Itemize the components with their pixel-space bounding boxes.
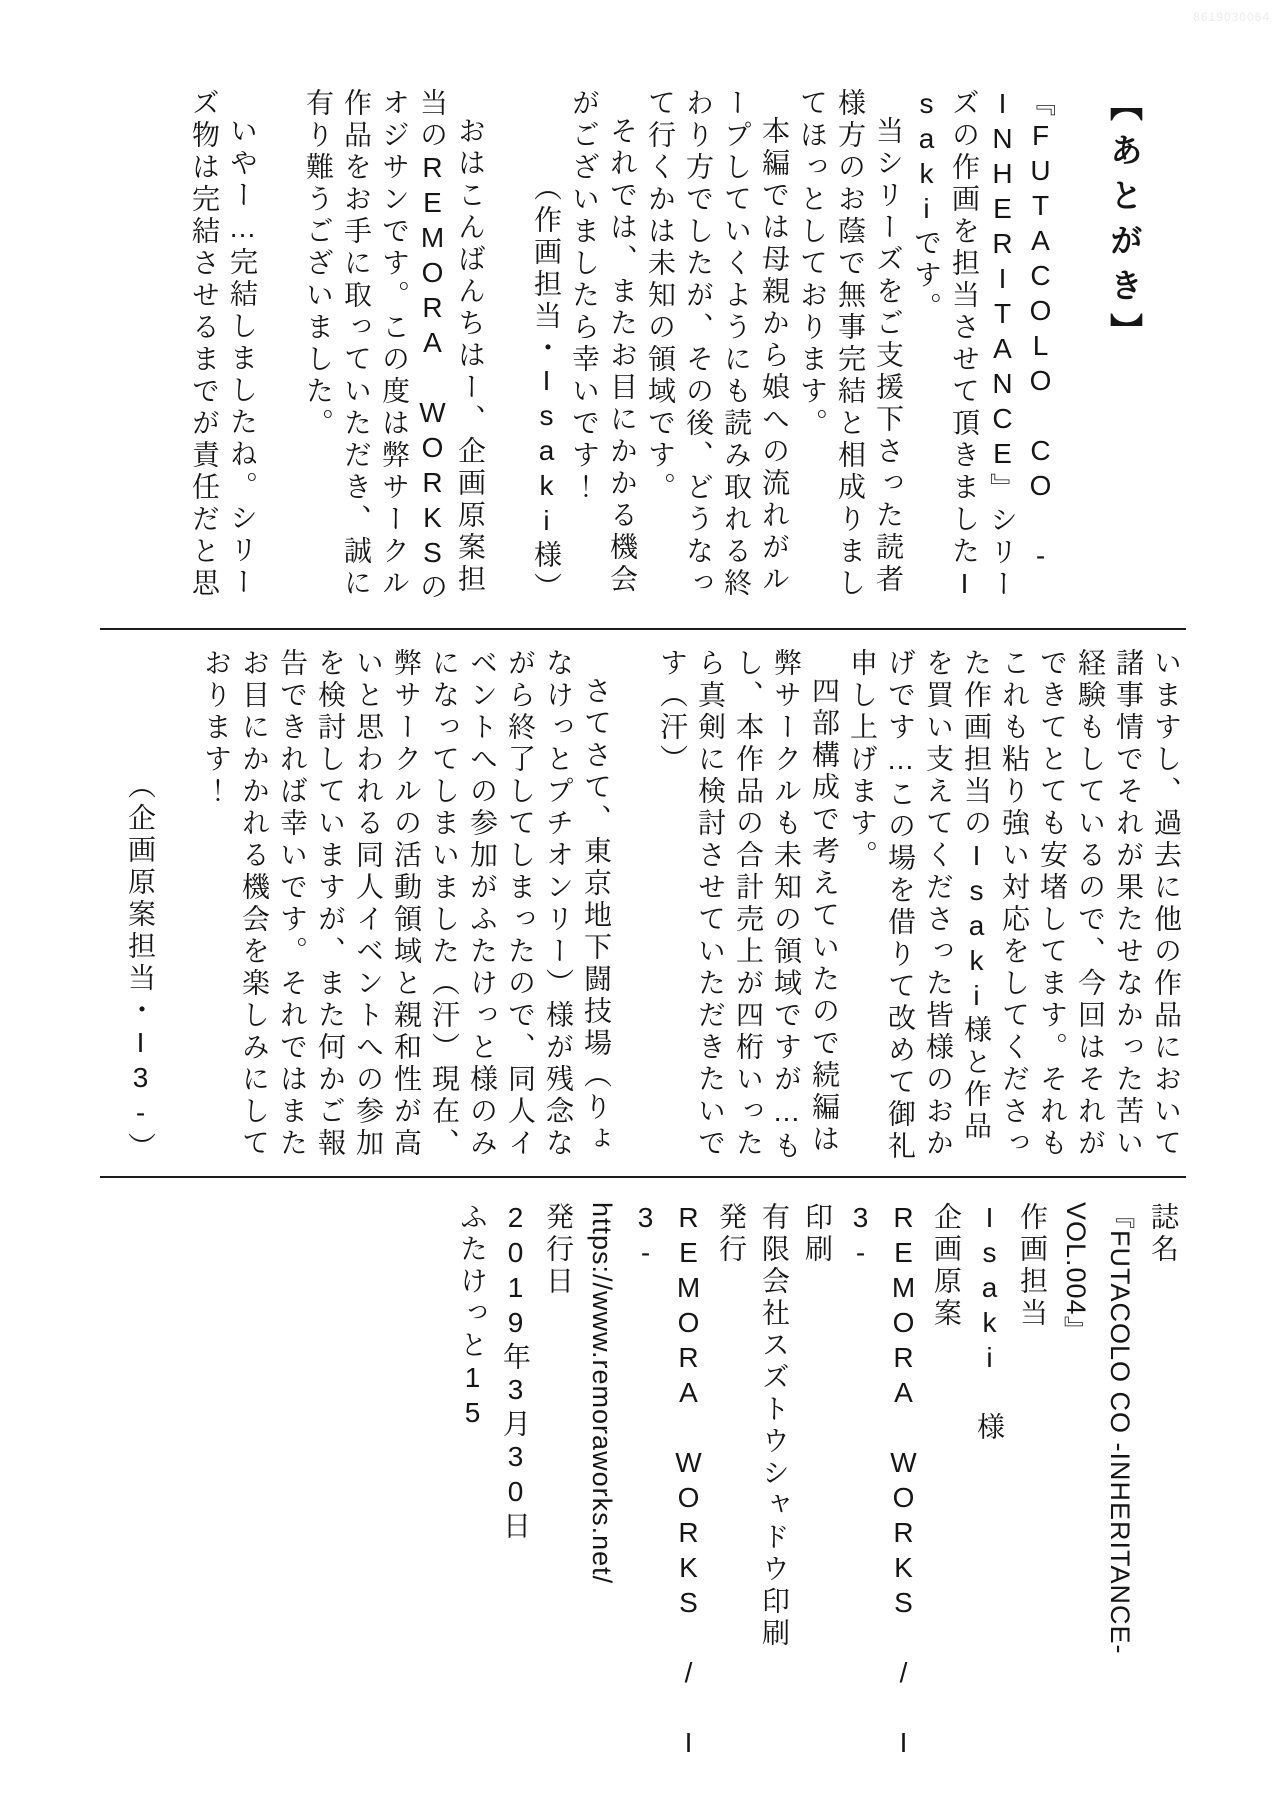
- colophon-label-planning: 企画原案: [931, 1202, 962, 1330]
- planning-name: REMORA WORKS / I3-: [845, 1202, 919, 1762]
- section-divider-rule: [100, 1176, 1186, 1178]
- colophon-entry-planning: [839, 1202, 968, 1782]
- colophon-label-printing: 印刷: [802, 1202, 833, 1266]
- colophon-entry-title: [1054, 1202, 1185, 1782]
- colophon-label-artist: 作画担当: [1017, 1202, 1048, 1330]
- colophon-entry-printing: [753, 1202, 839, 1782]
- artist-name: Isaki 様: [974, 1202, 1005, 1444]
- afterword-paragraph: それでは、またお目にかかる機会がございましたら幸いです！: [569, 88, 638, 596]
- colophon-entry-issue-date: [451, 1202, 580, 1782]
- colophon-label-publisher: 発行: [716, 1202, 747, 1266]
- column-spacer: [261, 88, 299, 98]
- colophon-entry-artist: [968, 1202, 1054, 1782]
- column-spacer: [615, 648, 653, 658]
- planner-signature: （企画原案担当・I3-）: [125, 771, 156, 1164]
- column-spacer: [159, 648, 197, 658]
- section-divider-rule: [100, 628, 1186, 630]
- publisher-url: https://www.remoraworks.net/: [587, 1202, 617, 1585]
- afterword-section-2: [121, 648, 1185, 1164]
- issue-date: 2019年3月30日: [500, 1202, 531, 1543]
- issue-event: ふたけっと15: [457, 1202, 488, 1432]
- afterword-paragraph: おはこんばんちはー、企画原案担当のREMORA WORKSのオジサンです。この度は弊サークル作品をお手に取っていただき、誠に有り難うございました。: [303, 88, 486, 604]
- book-title-line2: VOL.004』: [1061, 1202, 1091, 1344]
- column-spacer: [489, 88, 527, 98]
- afterword-paragraph: いますし、過去に他の作品において諸事情でそれが果たせなかった苦い経験もしているので、今回はそれができてとても安堵してます。それもこれも粘り強い対応をしてくださった作画担当のIsaki様と作品を買い支えてくださった皆様のおかげです…この場を借りて改めて御礼申し上げます。: [847, 648, 1182, 1163]
- colophon-label-title: 誌名: [1148, 1202, 1179, 1266]
- afterword-paragraph: 『FUTACOLO CO -INHERITANCE』シリーズの作画を担当させて頂きましたIsakiです。: [911, 88, 1056, 603]
- colophon-entry-publisher: [580, 1202, 753, 1782]
- printer-name: 有限会社スズトウシャドウ印刷: [759, 1202, 790, 1650]
- afterword-paragraph: 当シリーズをご支援下さった読者様方のお蔭で無事完結と相成りましてほっとしております。: [797, 88, 904, 600]
- book-title-line1: 『FUTACOLO CO -INHERITANCE-: [1105, 1202, 1135, 1655]
- publisher-name: REMORA WORKS / I3-: [630, 1202, 704, 1762]
- page-watermark: 8619030064: [1193, 10, 1270, 24]
- afterword-section-1: [185, 88, 1185, 604]
- afterword-paragraph: 本編では母親から娘への流れがループしていくようにも読み取れる終わり方でしたが、その後、どうなって行くかは未知の領域です。: [645, 88, 790, 600]
- colophon-section: [451, 1202, 1185, 1782]
- afterword-paragraph: いやー…完結しましたね。シリーズ物は完結させるまでが責任だと思: [189, 88, 258, 600]
- colophon-label-issue-date: 発行日: [543, 1202, 574, 1298]
- afterword-paragraph: 四部構成で考えていたので続編は弊サークルも未知の領域ですが…もし、本作品の合計売上が四桁いったら真剣に検討させていただきたいです（汗）: [657, 648, 840, 1163]
- afterword-paragraph: さてさて、東京地下闘技場（りょなけっとプチオンリー）様が残念ながら終了してしまったので、同人イベントへの参加がふたけっと様のみになってしまいました（汗）現在、弊サークルの活動領域と親和性が高いと思われる同人イベントへの参加を検討していますが、また何かご報告できれば幸いです。それではまたお目にかかれる機会を楽しみにしております！: [201, 648, 612, 1160]
- afterword-heading: 【あとがき】: [1106, 88, 1143, 358]
- artist-signature: （作画担当・Isaki様）: [531, 173, 562, 604]
